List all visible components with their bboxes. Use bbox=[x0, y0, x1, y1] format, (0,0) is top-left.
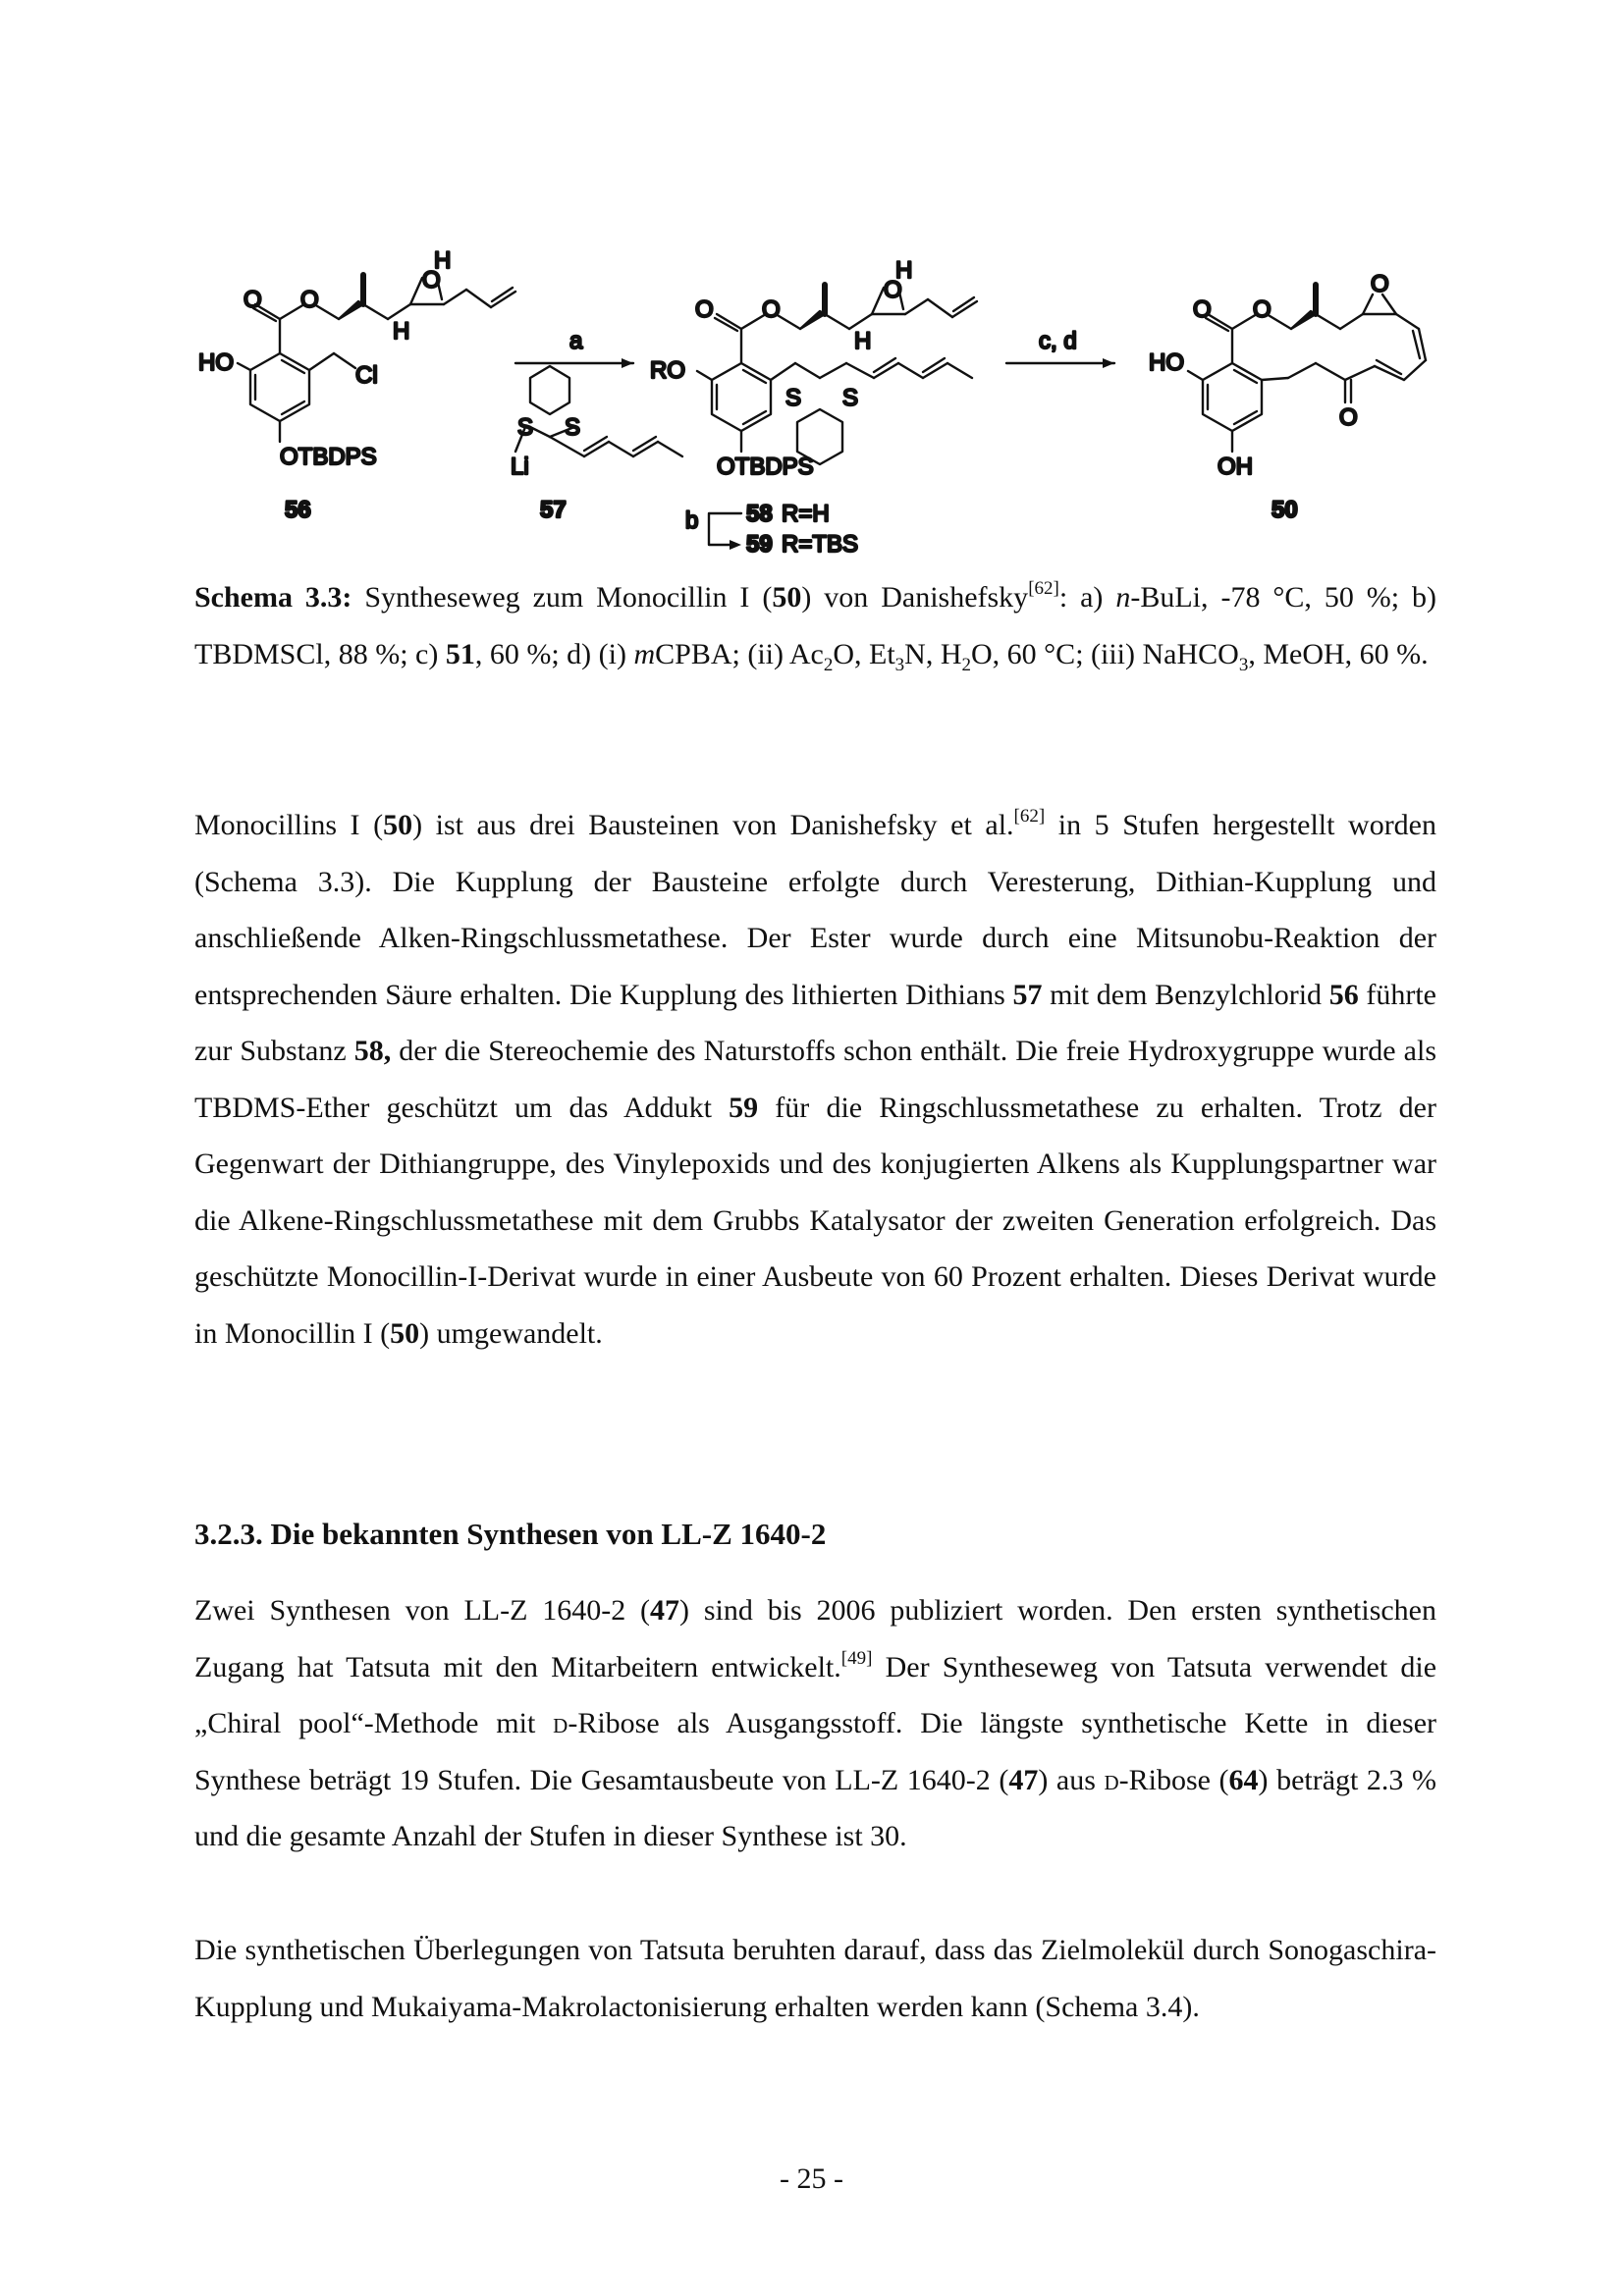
ro-label: RO bbox=[650, 357, 685, 384]
body-text: ) ist aus drei Bausteinen von Danishefsky et al. bbox=[412, 809, 1014, 841]
caption-text: CPBA; (ii) Ac bbox=[655, 638, 824, 670]
compound-ref: 50 bbox=[390, 1316, 420, 1350]
paragraph-ll-z-syntheses bbox=[194, 1582, 1436, 1865]
arrow-b-label: b bbox=[685, 507, 699, 534]
body-text: für die Ringschlussmetathese zu erhalten. Trotz der Gegenwart der Dithiangruppe, des Vinylepoxids und des konjugierten Alkens als Kupplungspartner war die Alkene-Ringschlussmetathese mit dem Grubbs Katalysator der zweiten Generation erfolgreich. Das geschützte Monocillin-I-Derivat wurde in einer Ausbeute von 60 Prozent erhalten. Dieses Derivat wurde in Monocillin I ( bbox=[194, 1091, 1436, 1350]
sulfur-label: S bbox=[842, 385, 859, 411]
caption-text: : a) bbox=[1058, 581, 1116, 614]
compound-label-58: 58 bbox=[746, 501, 773, 527]
sulfur-label: S bbox=[785, 385, 802, 411]
arrow-b bbox=[709, 513, 741, 545]
caption-text: -BuLi, -78 °C, 50 %; b) TBDMSCl, 88 %; c) bbox=[194, 581, 1436, 670]
body-text: der die Stereochemie des Naturstoffs schon enthält. Die freie Hydroxygruppe wurde als TBDMS-Ether geschützt um das Addukt bbox=[194, 1035, 1436, 1124]
caption-label: Schema 3.3: bbox=[194, 581, 352, 614]
li-label: Li bbox=[511, 454, 529, 480]
citation: [62] bbox=[1013, 806, 1046, 827]
arrow-cd-label: c, d bbox=[1039, 328, 1077, 354]
sulfur-label: S bbox=[565, 414, 581, 441]
citation: [62] bbox=[1028, 578, 1059, 599]
subscript: 3 bbox=[1238, 655, 1249, 675]
epoxide-o-label: O bbox=[884, 277, 902, 303]
compound-label-56: 56 bbox=[285, 497, 311, 523]
body-text: Der Syntheseweg von Tatsuta verwendet die „Chiral pool“-Methode mit bbox=[194, 1650, 1437, 1739]
compound-ref: 57 bbox=[1012, 978, 1043, 1011]
h-label: H bbox=[393, 318, 410, 345]
ester-o-label: O bbox=[762, 296, 781, 323]
compound-label-57: 57 bbox=[540, 497, 567, 523]
compound-58-r: R=H bbox=[782, 501, 830, 527]
h-label: H bbox=[854, 328, 872, 354]
citation: [49] bbox=[840, 1647, 873, 1669]
compound-ref: 50 bbox=[383, 809, 413, 841]
carbonyl-o-label: O bbox=[1193, 296, 1212, 323]
epoxide-o-label: O bbox=[1371, 271, 1389, 297]
body-text: in 5 Stufen hergestellt worden (Schema 3.3). Die Kupplung der Bausteine erfolgte durch Veresterung, Dithian-Kupplung und anschließende Alken-Ringschlussmetathese. Der Ester wurde durch eine Mitsunobu-Reaktion der entsprechenden Säure erhalten. Die Kupplung des lithierten Dithians bbox=[194, 809, 1436, 1011]
compound-ref: 64 bbox=[1228, 1763, 1259, 1796]
subscript: 2 bbox=[823, 655, 834, 675]
page-number: - 25 - bbox=[780, 2163, 843, 2195]
compound-58 bbox=[697, 285, 977, 464]
caption-text: N, H bbox=[904, 638, 962, 670]
subscript: 2 bbox=[961, 655, 972, 675]
body-text: Die synthetischen Überlegungen von Tatsuta beruhten darauf, dass das Zielmolekül durch Sonogaschira-Kupplung und Mukaiyama-Makrolactonisierung erhalten werden kann (Schema 3.4). bbox=[194, 1934, 1436, 2023]
compound-ref: 58, bbox=[353, 1035, 392, 1067]
ester-o-label: O bbox=[300, 287, 319, 313]
ketone-o-label: O bbox=[1339, 404, 1358, 431]
caption-text: ) von Danishefsky bbox=[801, 581, 1029, 614]
section-heading: 3.2.3. Die bekannten Synthesen von LL-Z 1640-2 bbox=[194, 1517, 827, 1551]
compound-56 bbox=[238, 275, 515, 442]
caption-italic: n bbox=[1115, 581, 1131, 614]
scheme-drawing bbox=[187, 250, 1463, 569]
carbonyl-o-label: O bbox=[243, 287, 262, 313]
ho-label: HO bbox=[198, 349, 234, 376]
caption-text: Syntheseweg zum Monocillin I ( bbox=[352, 581, 773, 614]
compound-ref: 47 bbox=[1008, 1763, 1039, 1796]
subscript: 3 bbox=[894, 655, 905, 675]
body-text: ) sind bis 2006 publiziert worden. Den ersten synthetischen Zugang hat Tatsuta mit den Mitarbeitern entwickelt. bbox=[194, 1594, 1436, 1683]
compound-label-59: 59 bbox=[746, 531, 773, 558]
caption-text: O, Et bbox=[833, 638, 895, 670]
body-text: Monocillins I ( bbox=[194, 809, 384, 841]
compound-label-50: 50 bbox=[1271, 497, 1298, 523]
reaction-scheme bbox=[187, 250, 1463, 569]
body-text: -Ribose ( bbox=[1118, 1763, 1229, 1796]
ho-label: HO bbox=[1149, 349, 1184, 376]
compound-ref: 56 bbox=[1328, 978, 1359, 1011]
body-text: führte zur Substanz bbox=[194, 978, 1436, 1067]
small-caps: d bbox=[553, 1707, 568, 1739]
compound-ref: 50 bbox=[772, 581, 802, 614]
compound-59-r: R=TBS bbox=[782, 531, 859, 558]
body-text: ) umgewandelt. bbox=[419, 1316, 603, 1350]
cl-label: Cl bbox=[355, 362, 378, 389]
otbdps-label: OTBDPS bbox=[280, 444, 377, 470]
caption-text: O, 60 °C; (iii) NaHCO bbox=[971, 638, 1239, 670]
arrow-a-label: a bbox=[569, 328, 583, 354]
body-text: -Ribose als Ausgangsstoff. Die längste synthetische Kette in dieser Synthese beträgt 19 Stufen. Die Gesamtausbeute von LL-Z 1640-2 ( bbox=[194, 1707, 1437, 1796]
caption-text: , MeOH, 60 %. bbox=[1248, 638, 1429, 670]
body-text: ) aus bbox=[1038, 1763, 1105, 1796]
compound-50 bbox=[1188, 285, 1426, 452]
h-label: H bbox=[895, 257, 913, 284]
body-text: mit dem Benzylchlorid bbox=[1042, 978, 1329, 1011]
compound-ref: 47 bbox=[650, 1594, 680, 1627]
oh-label: OH bbox=[1217, 454, 1253, 480]
paragraph-tatsuta bbox=[194, 1922, 1436, 2035]
small-caps: d bbox=[1104, 1763, 1119, 1796]
h-label: H bbox=[434, 250, 452, 274]
sulfur-label: S bbox=[517, 414, 534, 441]
epoxide-o-label: O bbox=[422, 267, 441, 294]
caption-text: , 60 %; d) (i) bbox=[474, 638, 634, 670]
compound-ref: 51 bbox=[445, 638, 475, 670]
caption-italic: m bbox=[633, 638, 656, 670]
otbdps-label: OTBDPS bbox=[717, 454, 814, 480]
compound-ref: 59 bbox=[729, 1091, 759, 1124]
body-text: ) beträgt 2.3 % und die gesamte Anzahl der Stufen in dieser Synthese ist 30. bbox=[194, 1763, 1436, 1852]
body-text: Zwei Synthesen von LL-Z 1640-2 ( bbox=[194, 1594, 651, 1627]
scheme-caption bbox=[194, 569, 1436, 683]
carbonyl-o-label: O bbox=[695, 296, 714, 323]
ester-o-label: O bbox=[1253, 296, 1271, 323]
paragraph-monocillin bbox=[194, 797, 1436, 1362]
